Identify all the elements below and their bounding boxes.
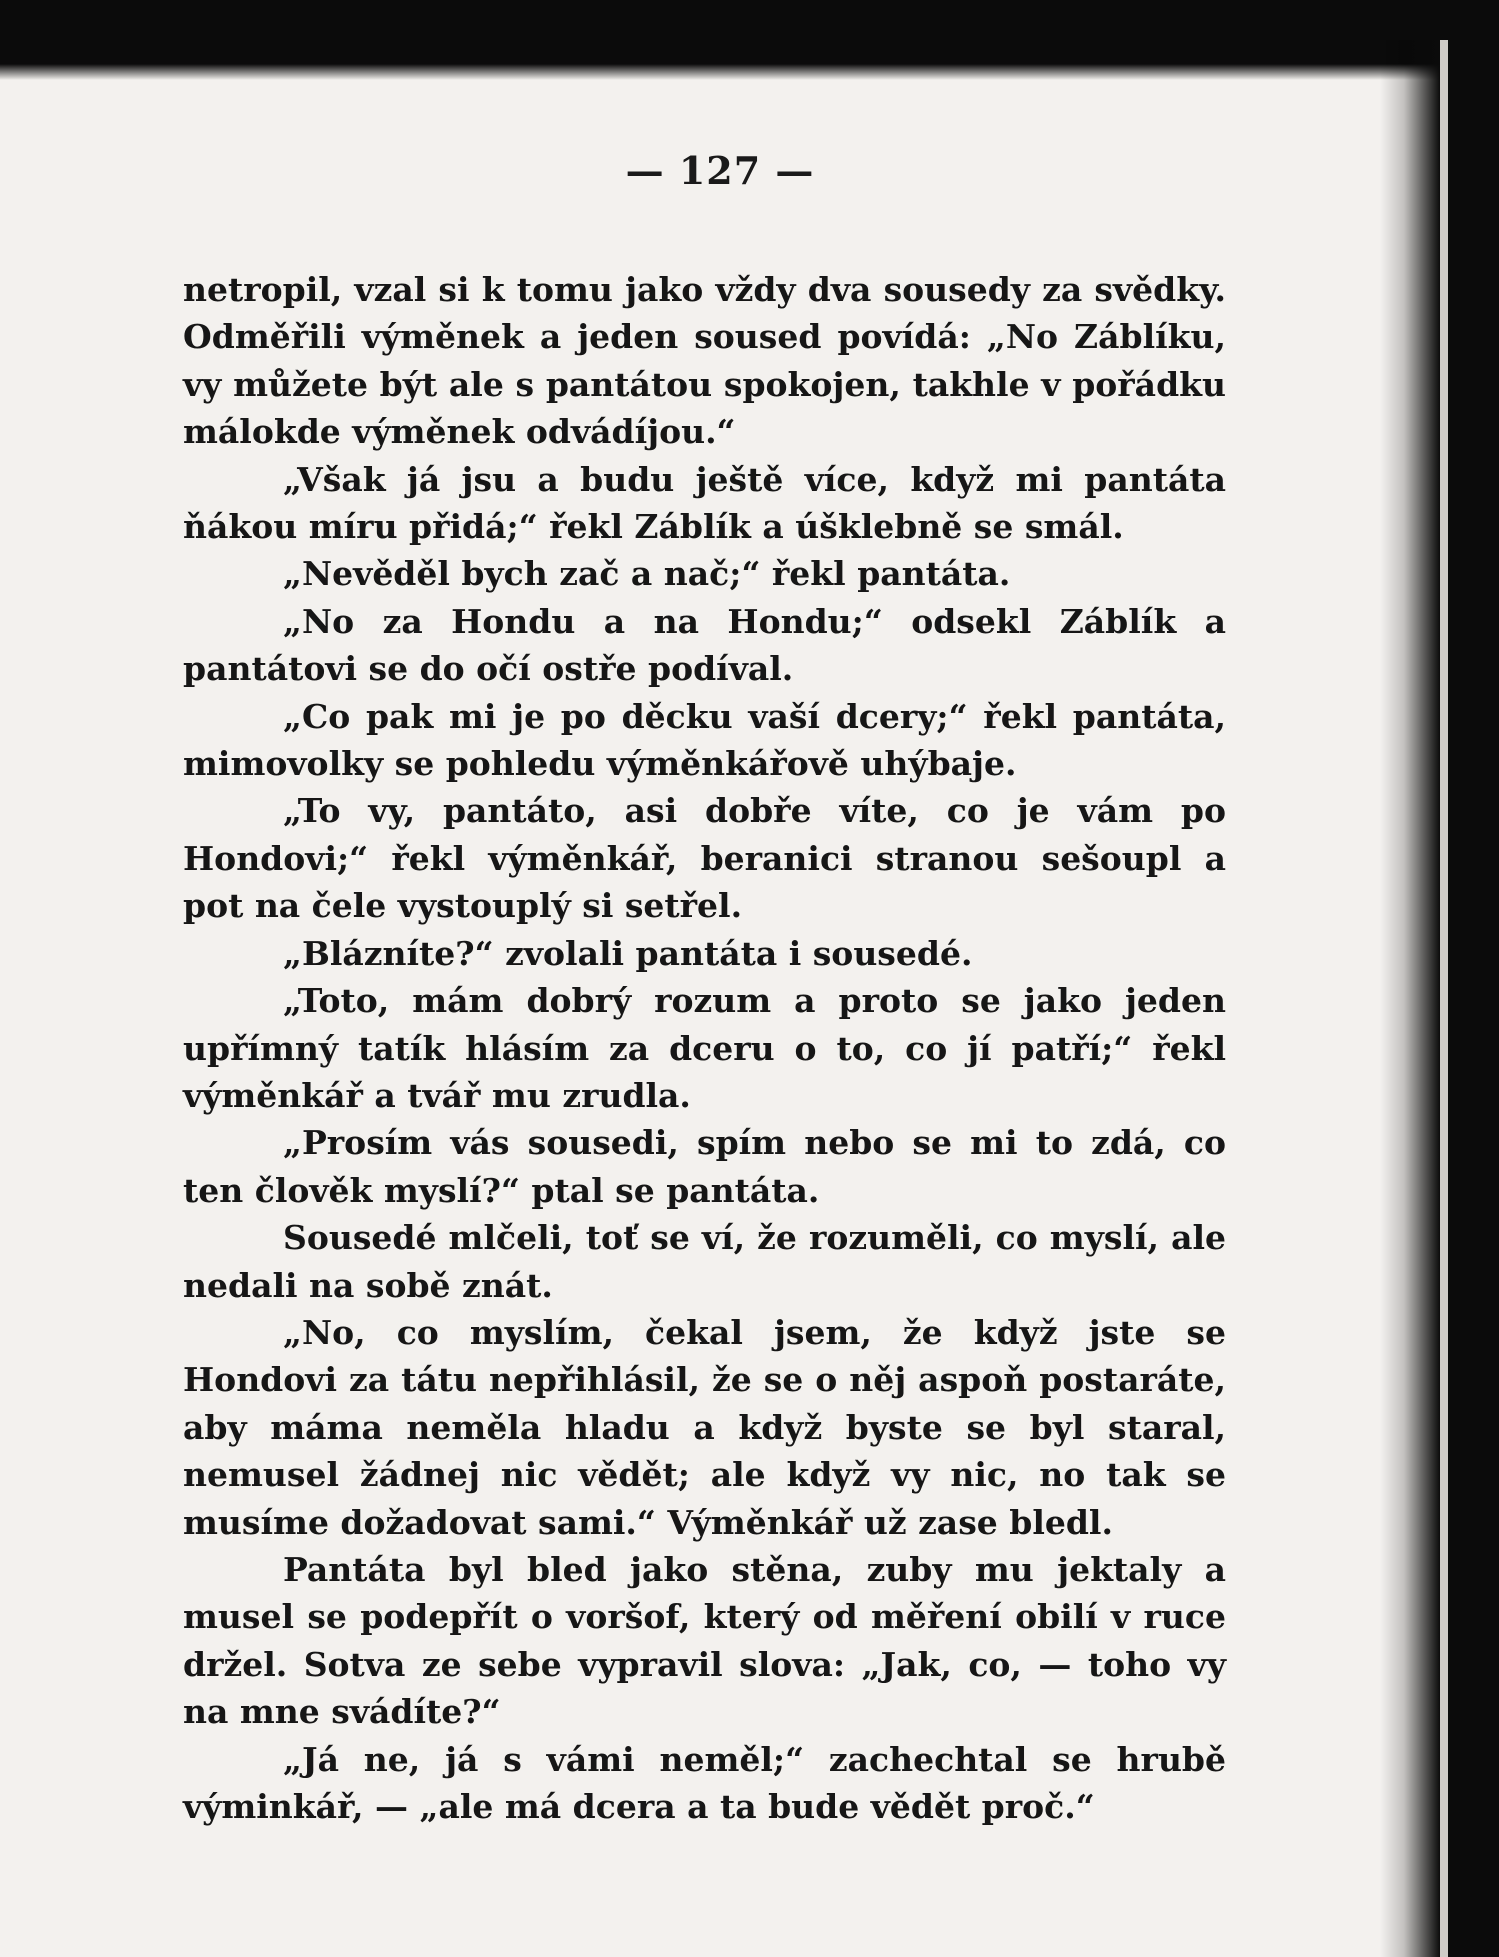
scan-right-edge (1380, 40, 1440, 1957)
page-number: — 127 — (625, 148, 815, 193)
paragraph: Sousedé mlčeli, toť se ví, že rozuměli, co myslí, ale nedali na sobě znát. (183, 1218, 1226, 1305)
paragraph: netropil, vzal si k tomu jako vždy dva sousedy za svědky. Odměřili výměnek a jeden soused povídá: „No Záblíku, vy můžete být ale s pantátou spokojen, takhle v pořádku málokde výměnek odvádíjou.“ (183, 270, 1226, 452)
paragraph: „To vy, pantáto, asi dobře víte, co je vám po Hondovi;“ řekl výměnkář, beranici stranou sešoupl a pot na čele vystouplý si setřel. (183, 791, 1226, 926)
paragraph: „Já ne, já s vámi neměl;“ zachechtal se hrubě výminkář, — „ale má dcera a ta bude vědět proč.“ (183, 1739, 1226, 1826)
paragraph: Pantáta byl bled jako stěna, zuby mu jektaly a musel se podepřít o voršof, který od měření obilí v ruce držel. Sotva ze sebe vypravil slova: „Jak, co, — toho vy na mne svádíte?“ (183, 1549, 1226, 1732)
paragraph: „Nevěděl bych zač a nač;“ řekl pantáta. (283, 554, 1011, 594)
paragraph: „Blázníte?“ zvolali pantáta i sousedé. (283, 933, 973, 973)
paragraph: „Však já jsu a budu ještě více, když mi pantáta ňákou míru přidá;“ řekl Záblík a úšklebně se smál. (183, 459, 1226, 547)
paragraph: „Prosím vás sousedi, spím nebo se mi to zdá, co ten člověk myslí?“ ptal se pantáta. (183, 1123, 1226, 1210)
paragraph: „Toto, mám dobrý rozum a proto se jako jeden upřímný tatík hlásím za dceru o to, co jí patří;“ řekl výměnkář a tvář mu zrudla. (183, 981, 1226, 1115)
paragraph: „No, co myslím, čekal jsem, že když jste se Hondovi za tátu nepřihlásil, že se o něj aspoň postaráte, aby máma neměla hladu a když byste se byl staral, nemusel žádnej nic vědět; ale když vy nic, no tak se musíme dožadovat sami.“ Výměnkář už zase bledl. (183, 1312, 1226, 1542)
book-page (0, 40, 1448, 1957)
paragraph: „No za Hondu a na Hondu;“ odsekl Záblík a pantátovi se do očí ostře podíval. (183, 601, 1226, 689)
scan-top-shadow (0, 40, 1440, 80)
paragraph: „Co pak mi je po děcku vaší dcery;“ řekl pantáta, mimovolky se pohledu výměnkářově uhýbaje. (183, 696, 1226, 784)
body-text (183, 266, 1226, 1830)
